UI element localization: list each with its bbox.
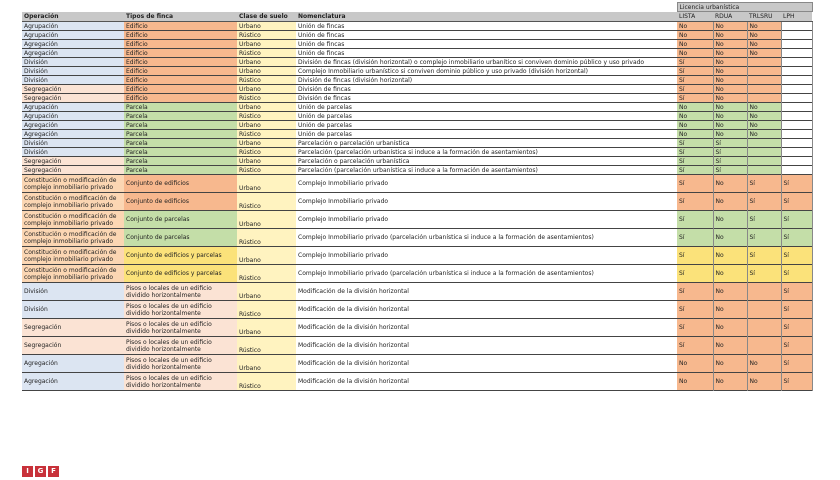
table-row	[22, 31, 812, 40]
cell-trlsru: No	[747, 49, 781, 58]
cell-trlsru	[747, 94, 781, 103]
cell-clase-suelo: Urbano	[237, 40, 296, 49]
cell-lph	[781, 67, 812, 76]
table-row	[22, 337, 812, 355]
cell-tipo-finca: Parcela	[124, 166, 237, 175]
cell-lph: Sí	[781, 193, 812, 211]
cell-tipo-finca: Parcela	[124, 157, 237, 166]
cell-nomenclatura: Unión de parcelas	[298, 130, 352, 138]
cell-lista: Sí	[677, 58, 713, 67]
cell-nomenclatura: Unión de parcelas	[298, 103, 352, 111]
cell-rdua: No	[713, 112, 747, 121]
cell-operacion: Agregación	[22, 130, 124, 139]
cell-lph	[781, 94, 812, 103]
cell-operacion: Segregación	[22, 94, 124, 103]
cell-tipo-finca: Parcela	[124, 148, 237, 157]
cell-lista: No	[677, 103, 713, 112]
cell-trlsru: No	[747, 103, 781, 112]
licencias-table	[22, 2, 813, 391]
cell-tipo-finca: Edificio	[124, 76, 237, 85]
cell-lph	[781, 22, 812, 31]
cell-tipo-finca: Parcela	[124, 112, 237, 121]
cell-tipo-finca: Edificio	[124, 85, 237, 94]
cell-clase-suelo: Rústico	[237, 193, 296, 211]
cell-lista: Sí	[677, 139, 713, 148]
cell-operacion: Agregación	[22, 373, 124, 391]
cell-tipo-finca: Pisos o locales de un edificio dividido horizontalmente	[124, 337, 237, 355]
cell-rdua: No	[713, 121, 747, 130]
cell-lista: Sí	[677, 148, 713, 157]
table-row	[22, 49, 812, 58]
cell-nomenclatura: Modificación de la división horizontal	[298, 306, 409, 313]
cell-lph: Sí	[781, 211, 812, 229]
header-spacer	[22, 3, 677, 12]
cell-operacion: Segregación	[22, 157, 124, 166]
cell-operacion: División	[22, 301, 124, 319]
cell-clase-suelo: Urbano	[237, 67, 296, 76]
table-row	[22, 301, 812, 319]
cell-lph	[781, 166, 812, 175]
cell-rdua: No	[713, 67, 747, 76]
cell-operacion: División	[22, 58, 124, 67]
col-tipos-finca: Tipos de finca	[124, 12, 237, 22]
cell-trlsru: Sí	[747, 247, 781, 265]
cell-trlsru	[747, 67, 781, 76]
cell-clase-suelo: Urbano	[237, 139, 296, 148]
cell-lista: Sí	[677, 247, 713, 265]
cell-tipo-finca: Pisos o locales de un edificio dividido horizontalmente	[124, 301, 237, 319]
cell-lista: Sí	[677, 337, 713, 355]
cell-clase-suelo: Rústico	[237, 130, 296, 139]
cell-clase-suelo: Urbano	[237, 85, 296, 94]
cell-trlsru: Sí	[747, 211, 781, 229]
cell-trlsru: No	[747, 355, 781, 373]
cell-operacion: Segregación	[22, 166, 124, 175]
table-row	[22, 166, 812, 175]
table-body	[22, 22, 812, 391]
cell-tipo-finca: Parcela	[124, 103, 237, 112]
cell-operacion: Constitución o modificación de complejo inmobiliario privado	[22, 229, 124, 247]
cell-rdua: Sí	[713, 157, 747, 166]
cell-operacion: Constitución o modificación de complejo inmobiliario privado	[22, 265, 124, 283]
cell-rdua: No	[713, 130, 747, 139]
cell-trlsru	[747, 85, 781, 94]
cell-tipo-finca: Conjunto de parcelas	[124, 211, 237, 229]
cell-tipo-finca: Edificio	[124, 40, 237, 49]
cell-rdua: No	[713, 373, 747, 391]
table-row	[22, 67, 812, 76]
cell-trlsru: Sí	[747, 229, 781, 247]
cell-lista: Sí	[677, 283, 713, 301]
cell-tipo-finca: Conjunto de edificios y parcelas	[124, 247, 237, 265]
cell-operacion: Agregación	[22, 121, 124, 130]
col-lista: LISTA	[677, 12, 713, 22]
cell-nomenclatura: Modificación de la división horizontal	[298, 342, 409, 349]
cell-nomenclatura: Unión de fincas	[298, 31, 345, 39]
cell-tipo-finca: Parcela	[124, 121, 237, 130]
cell-rdua: No	[713, 22, 747, 31]
table-row	[22, 265, 812, 283]
cell-clase-suelo: Rústico	[237, 49, 296, 58]
cell-nomenclatura: Unión de fincas	[298, 49, 345, 57]
table-row	[22, 103, 812, 112]
cell-tipo-finca: Pisos o locales de un edificio dividido horizontalmente	[124, 319, 237, 337]
cell-lista: Sí	[677, 85, 713, 94]
table-row	[22, 211, 812, 229]
igf-logo	[22, 466, 59, 477]
cell-lista: No	[677, 112, 713, 121]
cell-tipo-finca: Edificio	[124, 22, 237, 31]
cell-nomenclatura: Complejo Inmobiliario privado	[298, 180, 389, 187]
cell-operacion: División	[22, 139, 124, 148]
table-row	[22, 40, 812, 49]
cell-rdua: Sí	[713, 166, 747, 175]
cell-tipo-finca: Conjunto de edificios	[124, 175, 237, 193]
cell-rdua: No	[713, 229, 747, 247]
cell-nomenclatura: Complejo Inmobiliario privado (parcelación urbanística si induce a la formación de asentamientos)	[298, 234, 594, 241]
cell-lph: Sí	[781, 283, 812, 301]
cell-lista: Sí	[677, 193, 713, 211]
cell-lph	[781, 85, 812, 94]
cell-trlsru: No	[747, 22, 781, 31]
cell-rdua: No	[713, 193, 747, 211]
cell-rdua: No	[713, 283, 747, 301]
table-row	[22, 157, 812, 166]
cell-tipo-finca: Conjunto de edificios	[124, 193, 237, 211]
cell-lph: Sí	[781, 373, 812, 391]
cell-tipo-finca: Edificio	[124, 94, 237, 103]
cell-operacion: Agrupación	[22, 112, 124, 121]
cell-rdua: No	[713, 211, 747, 229]
table-row	[22, 22, 812, 31]
cell-lph: Sí	[781, 301, 812, 319]
cell-operacion: Segregación	[22, 337, 124, 355]
table-row	[22, 355, 812, 373]
cell-rdua: No	[713, 355, 747, 373]
cell-operacion: Segregación	[22, 85, 124, 94]
licencias-table-container	[22, 2, 812, 391]
cell-clase-suelo: Urbano	[237, 58, 296, 67]
table-row	[22, 85, 812, 94]
cell-rdua: No	[713, 301, 747, 319]
cell-nomenclatura: División de fincas (división horizontal)	[298, 76, 413, 84]
cell-lista: Sí	[677, 76, 713, 85]
cell-trlsru: No	[747, 31, 781, 40]
table-row	[22, 229, 812, 247]
cell-trlsru: Sí	[747, 193, 781, 211]
cell-trlsru: No	[747, 121, 781, 130]
cell-lph: Sí	[781, 337, 812, 355]
cell-lph	[781, 121, 812, 130]
cell-clase-suelo: Urbano	[237, 283, 296, 301]
cell-operacion: Constitución o modificación de complejo inmobiliario privado	[22, 175, 124, 193]
cell-nomenclatura: Modificación de la división horizontal	[298, 378, 409, 385]
cell-trlsru: No	[747, 112, 781, 121]
cell-lista: Sí	[677, 166, 713, 175]
cell-nomenclatura: Unión de fincas	[298, 40, 345, 48]
licencia-urbanistica-header: Licencia urbanística	[677, 3, 812, 12]
table-row	[22, 130, 812, 139]
cell-nomenclatura: Modificación de la división horizontal	[298, 324, 409, 331]
cell-lph	[781, 40, 812, 49]
cell-lista: No	[677, 40, 713, 49]
cell-lph	[781, 157, 812, 166]
col-lph: LPH	[781, 12, 812, 22]
cell-operacion: División	[22, 67, 124, 76]
cell-clase-suelo: Rústico	[237, 265, 296, 283]
cell-clase-suelo: Rústico	[237, 148, 296, 157]
cell-lista: Sí	[677, 157, 713, 166]
cell-clase-suelo: Urbano	[237, 22, 296, 31]
cell-operacion: Constitución o modificación de complejo inmobiliario privado	[22, 247, 124, 265]
cell-nomenclatura: Complejo Inmobiliario privado	[298, 252, 389, 259]
cell-nomenclatura: Complejo Inmobiliario privado	[298, 216, 389, 223]
cell-nomenclatura: Parcelación (parcelación urbanística si induce a la formación de asentamientos)	[298, 148, 538, 156]
cell-trlsru	[747, 139, 781, 148]
cell-nomenclatura: Parcelación o parcelación urbanística	[298, 157, 410, 165]
cell-lph: Sí	[781, 247, 812, 265]
cell-clase-suelo: Urbano	[237, 103, 296, 112]
cell-lista: Sí	[677, 175, 713, 193]
cell-lista: No	[677, 355, 713, 373]
cell-lista: No	[677, 130, 713, 139]
cell-nomenclatura: Complejo Inmobiliario urbanístico si conviven dominio público y uso privado (división horizontal)	[298, 67, 588, 75]
cell-operacion: Constitución o modificación de complejo inmobiliario privado	[22, 193, 124, 211]
cell-nomenclatura: División de fincas	[298, 85, 351, 93]
cell-nomenclatura: Unión de parcelas	[298, 121, 352, 129]
cell-trlsru: No	[747, 130, 781, 139]
cell-tipo-finca: Conjunto de parcelas	[124, 229, 237, 247]
table-row	[22, 121, 812, 130]
cell-trlsru	[747, 283, 781, 301]
cell-tipo-finca: Edificio	[124, 49, 237, 58]
table-row	[22, 58, 812, 67]
col-operacion: Operación	[22, 12, 124, 22]
cell-lph	[781, 58, 812, 67]
col-rdua: RDUA	[713, 12, 747, 22]
cell-operacion: Agregación	[22, 355, 124, 373]
cell-tipo-finca: Conjunto de edificios y parcelas	[124, 265, 237, 283]
cell-rdua: No	[713, 103, 747, 112]
cell-trlsru	[747, 319, 781, 337]
cell-clase-suelo: Rústico	[237, 94, 296, 103]
cell-lph: Sí	[781, 319, 812, 337]
cell-lista: Sí	[677, 229, 713, 247]
cell-nomenclatura: Complejo Inmobiliario privado	[298, 198, 389, 205]
cell-trlsru	[747, 301, 781, 319]
cell-trlsru	[747, 337, 781, 355]
cell-lph: Sí	[781, 229, 812, 247]
table-row	[22, 94, 812, 103]
cell-tipo-finca: Pisos o locales de un edificio dividido horizontalmente	[124, 355, 237, 373]
cell-lista: No	[677, 31, 713, 40]
cell-nomenclatura: Unión de parcelas	[298, 112, 352, 120]
cell-trlsru: Sí	[747, 175, 781, 193]
cell-trlsru	[747, 166, 781, 175]
cell-operacion: División	[22, 283, 124, 301]
cell-lph	[781, 130, 812, 139]
cell-operacion: Agrupación	[22, 103, 124, 112]
cell-clase-suelo: Urbano	[237, 211, 296, 229]
cell-operacion: División	[22, 76, 124, 85]
cell-tipo-finca: Edificio	[124, 67, 237, 76]
cell-operacion: Agregación	[22, 40, 124, 49]
cell-rdua: No	[713, 265, 747, 283]
cell-clase-suelo: Urbano	[237, 355, 296, 373]
cell-rdua: No	[713, 58, 747, 67]
cell-lista: No	[677, 22, 713, 31]
cell-clase-suelo: Rústico	[237, 229, 296, 247]
cell-clase-suelo: Urbano	[237, 319, 296, 337]
cell-clase-suelo: Rústico	[237, 373, 296, 391]
cell-nomenclatura: Complejo Inmobiliario privado (parcelación urbanística si induce a la formación de asentamientos)	[298, 270, 594, 277]
cell-tipo-finca: Parcela	[124, 139, 237, 148]
table-row	[22, 139, 812, 148]
cell-rdua: No	[713, 337, 747, 355]
cell-clase-suelo: Urbano	[237, 175, 296, 193]
cell-lista: No	[677, 373, 713, 391]
cell-trlsru: Sí	[747, 265, 781, 283]
cell-lista: Sí	[677, 94, 713, 103]
cell-trlsru: No	[747, 373, 781, 391]
cell-clase-suelo: Rústico	[237, 31, 296, 40]
cell-clase-suelo: Rústico	[237, 166, 296, 175]
cell-rdua: Sí	[713, 148, 747, 157]
logo-letter: G	[35, 466, 46, 477]
cell-rdua: No	[713, 76, 747, 85]
col-trlsru: TRLSRU	[747, 12, 781, 22]
cell-lista: No	[677, 49, 713, 58]
cell-clase-suelo: Rústico	[237, 337, 296, 355]
cell-operacion: Agrupación	[22, 31, 124, 40]
cell-lista: Sí	[677, 211, 713, 229]
cell-rdua: No	[713, 31, 747, 40]
cell-lph	[781, 148, 812, 157]
cell-clase-suelo: Urbano	[237, 157, 296, 166]
cell-tipo-finca: Parcela	[124, 130, 237, 139]
cell-rdua: No	[713, 319, 747, 337]
cell-lph	[781, 112, 812, 121]
cell-clase-suelo: Urbano	[237, 121, 296, 130]
cell-rdua: No	[713, 247, 747, 265]
cell-clase-suelo: Rústico	[237, 301, 296, 319]
cell-clase-suelo: Urbano	[237, 247, 296, 265]
cell-lista: Sí	[677, 301, 713, 319]
cell-trlsru	[747, 76, 781, 85]
cell-nomenclatura: Modificación de la división horizontal	[298, 288, 409, 295]
cell-operacion: Segregación	[22, 319, 124, 337]
cell-tipo-finca: Pisos o locales de un edificio dividido horizontalmente	[124, 373, 237, 391]
cell-rdua: No	[713, 175, 747, 193]
logo-letter: F	[48, 466, 59, 477]
cell-lph	[781, 31, 812, 40]
table-row	[22, 148, 812, 157]
cell-lista: Sí	[677, 67, 713, 76]
cell-trlsru: No	[747, 40, 781, 49]
cell-nomenclatura: Parcelación o parcelación urbanística	[298, 139, 410, 147]
cell-nomenclatura: División de fincas	[298, 94, 351, 102]
cell-rdua: No	[713, 85, 747, 94]
table-row	[22, 247, 812, 265]
cell-lph	[781, 139, 812, 148]
table-row	[22, 76, 812, 85]
cell-lph	[781, 76, 812, 85]
table-row	[22, 175, 812, 193]
cell-tipo-finca: Edificio	[124, 31, 237, 40]
cell-rdua: Sí	[713, 139, 747, 148]
cell-tipo-finca: Pisos o locales de un edificio dividido horizontalmente	[124, 283, 237, 301]
cell-lph: Sí	[781, 355, 812, 373]
cell-lista: No	[677, 121, 713, 130]
cell-trlsru	[747, 58, 781, 67]
cell-lph: Sí	[781, 265, 812, 283]
cell-clase-suelo: Rústico	[237, 76, 296, 85]
cell-rdua: No	[713, 94, 747, 103]
cell-trlsru	[747, 148, 781, 157]
cell-operacion: Constitución o modificación de complejo inmobiliario privado	[22, 211, 124, 229]
table-row	[22, 319, 812, 337]
cell-operacion: Agrupación	[22, 22, 124, 31]
cell-nomenclatura: Parcelación (parcelación urbanística si induce a la formación de asentamientos)	[298, 166, 538, 174]
cell-rdua: No	[713, 40, 747, 49]
cell-nomenclatura: Modificación de la división horizontal	[298, 360, 409, 367]
cell-clase-suelo: Rústico	[237, 112, 296, 121]
cell-tipo-finca: Edificio	[124, 58, 237, 67]
cell-lph	[781, 49, 812, 58]
cell-operacion: Agregación	[22, 49, 124, 58]
table-row	[22, 112, 812, 121]
cell-rdua: No	[713, 49, 747, 58]
cell-nomenclatura: División de fincas (división horizontal) o complejo inmobiliario urbanítico si conviven dominio público y uso privado	[298, 58, 645, 66]
table-row	[22, 373, 812, 391]
cell-lph	[781, 103, 812, 112]
col-clase-suelo: Clase de suelo	[237, 12, 296, 22]
cell-lista: Sí	[677, 265, 713, 283]
cell-lista: Sí	[677, 319, 713, 337]
cell-operacion: División	[22, 148, 124, 157]
cell-nomenclatura: Unión de fincas	[298, 22, 345, 30]
logo-letter: I	[22, 466, 33, 477]
table-row	[22, 193, 812, 211]
cell-lph: Sí	[781, 175, 812, 193]
col-nomenclatura: Nomenclatura	[296, 12, 677, 22]
cell-trlsru	[747, 157, 781, 166]
table-row	[22, 283, 812, 301]
